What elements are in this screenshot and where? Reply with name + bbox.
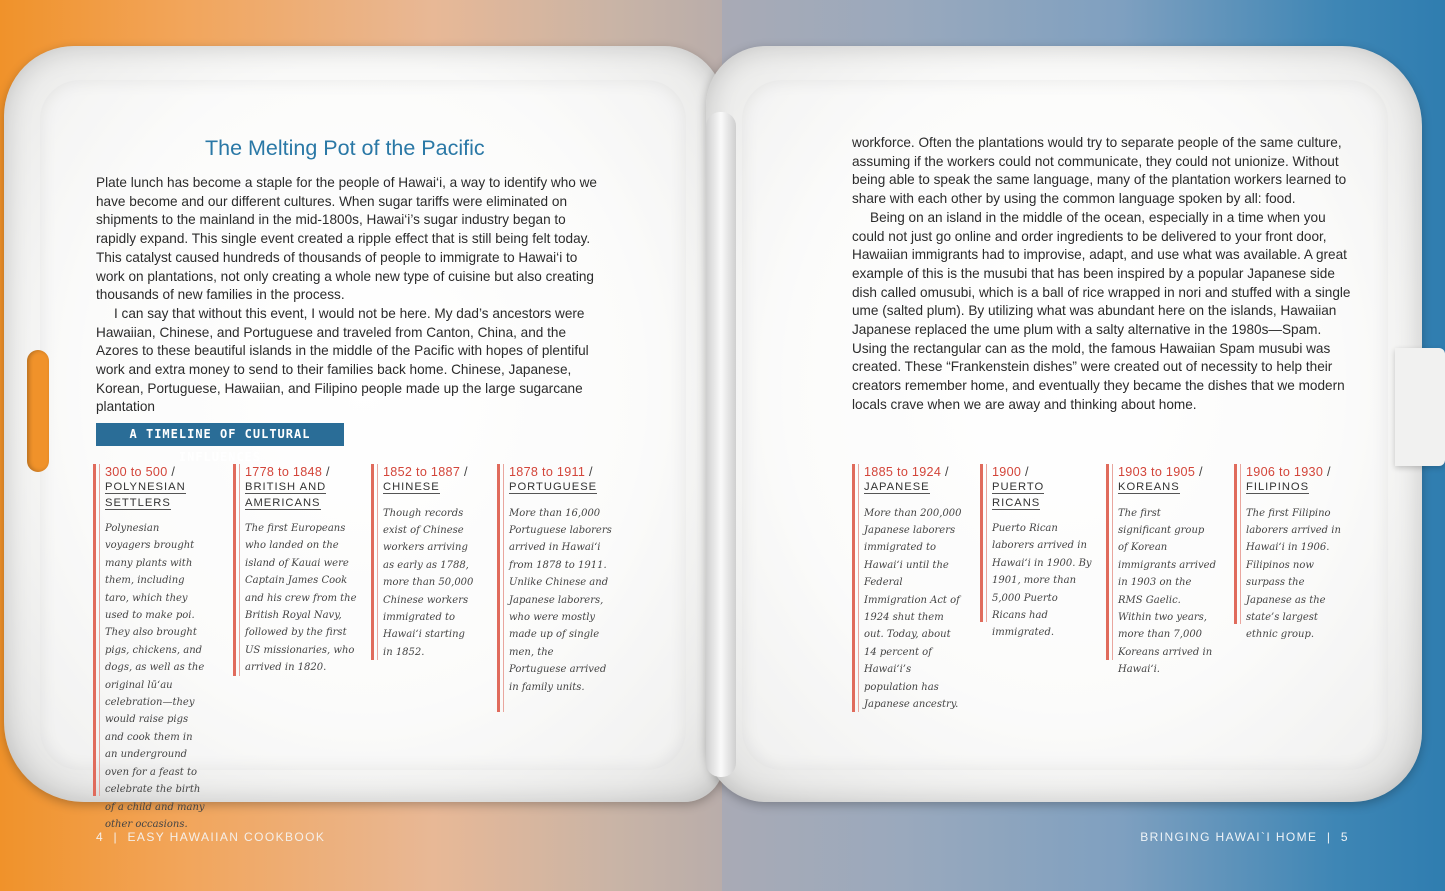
- timeline-text: The first Filipino laborers arrived in Hawai‘i in 1906. Filipinos now surpass the Japanese as the state’s largest ethnic group.: [1246, 507, 1341, 641]
- foam-tray-tab: [1395, 348, 1445, 466]
- timeline-entry: 1878 to 1911 / PORTUGUESE More than 16,000 Portuguese laborers arrived in Hawai‘i from 1878 to 1911. Unlike Chinese and Japanese laborers, who were mostly made up of single men, the Portuguese arrived in family units.: [497, 464, 613, 712]
- timeline-group: FILIPINOS: [1246, 481, 1310, 493]
- paragraph: Plate lunch has become a staple for the people of Hawai‘i, a way to identify who we have become and our different cultures. When sugar tariffs were eliminated on shipments to the mainland in the mid-1800s, Hawai‘i’s sugar industry began to rapidly expand. This single event created a ripple effect that is still being felt today. This catalyst caused hundreds of thousands of people to immigrate to Hawai‘i to work on plantations, not only creating a whole new type of cuisine but also creating thousands of new families in the process.: [96, 175, 597, 303]
- timeline-group: JAPANESE: [864, 481, 930, 493]
- timeline-entry: 1885 to 1924 / JAPANESE More than 200,000 Japanese laborers immigrated to Hawai‘i until the Federal Immigration Act of 1924 shut them out. Today, about 14 percent of Hawai‘i’s population has Japanese ancestry.: [852, 464, 962, 712]
- timeline-group: POLYNESIAN SETTLERS: [105, 481, 186, 509]
- timeline-entry: 1906 to 1930 / FILIPINOS The first Filipino laborers arrived in Hawai‘i in 1906. Filipinos now surpass the Japanese as the state’s largest ethnic group.: [1234, 464, 1342, 624]
- timeline-years: 1852 to 1887: [383, 465, 461, 479]
- right-body-text: [852, 134, 1354, 415]
- timeline-text: Though records exist of Chinese workers arriving as early as 1788, more than 50,000 Chinese workers immigrated to Hawai‘i starting in 1852.: [383, 507, 474, 658]
- timeline-text: The first significant group of Korean immigrants arrived in 1903 on the RMS Gaelic. Within two years, more than 7,000 Koreans arrived in Hawai‘i.: [1118, 507, 1216, 676]
- timeline-group: PUERTO RICANS: [992, 481, 1045, 509]
- timeline-text: Puerto Rican laborers arrived in Hawai‘i in 1900. By 1901, more than 5,000 Puerto Ricans had immigrated.: [992, 523, 1092, 639]
- paragraph: workforce. Often the plantations would try to separate people of the same culture, assuming if the workers could not communicate, they could not unionize. Without being able to speak the same language, many of the plantation workers learned to share with each other by using the common language spoken by all: food.: [852, 135, 1347, 207]
- paragraph: Being on an island in the middle of the ocean, especially in a time when you could not just go online and order ingredients to be delivered to your front door, Hawaiian immigrants had to improvise, adapt, and use what was available. A great example of this is the musubi that has been inspired by a popular Japanese side dish called omusubi, which is a ball of rice wrapped in nori and stuffed with a single ume (salted plum). By utilizing what was abundant here on the islands, Hawaiian Japanese replaced the ume plum with a salty alternative in the 1980s—Spam. Using the rectangular can as the mold, the famous Hawaiian Spam musubi was created. These “Frankenstein dishes” were created out of necessity to help their creators remember home, and eventually they became the dishes that we modern locals crave when we are away and thinking about home.: [852, 209, 1351, 412]
- footer-right: BRINGING HAWAI`I HOME | 5: [1140, 830, 1349, 844]
- timeline-years: 1906 to 1930: [1246, 465, 1324, 479]
- foam-tray-slot: [27, 350, 49, 472]
- timeline-heading: A TIMELINE OF CULTURAL INFLUENCES: [96, 423, 344, 446]
- timeline-text: Polynesian voyagers brought many plants with them, including taro, which they used to make poi. They also brought pigs, chickens, and dogs, as well as the original lū‘au celebration—they would raise pigs and cook them in an underground oven for a feast to celebrate the birth of a child and many other occasions.: [105, 523, 205, 830]
- foam-tray-hinge: [706, 112, 736, 777]
- timeline-group: CHINESE: [383, 481, 440, 493]
- timeline-entry: 1900 / PUERTO RICANS Puerto Rican laborers arrived in Hawai‘i in 1900. By 1901, more than 5,000 Puerto Ricans had immigrated.: [980, 464, 1092, 622]
- left-body-text: [96, 174, 608, 417]
- timeline-years: 1885 to 1924: [864, 465, 942, 479]
- timeline-group: PORTUGUESE: [509, 481, 598, 493]
- timeline-text: The first Europeans who landed on the island of Kauai were Captain James Cook and his crew from the British Royal Navy, followed by the first US missionaries, who arrived in 1820.: [245, 523, 357, 674]
- timeline-group: BRITISH AND AMERICANS: [245, 481, 327, 509]
- page-title: The Melting Pot of the Pacific: [205, 136, 485, 160]
- paragraph: I can say that without this event, I would not be here. My dad’s ancestors were Hawaiian, Chinese, and Portuguese and traveled from Canton, China, and the Azores to these beautiful islands in the middle of the Pacific with hopes of plentiful work and extra money to send to their families back home. Chinese, Japanese, Korean, Portuguese, Hawaiian, and Filipino people made up the large sugarcane plantation: [96, 305, 589, 415]
- timeline-text: More than 200,000 Japanese laborers immigrated to Hawai‘i until the Federal Immigration Act of 1924 shut them out. Today, about 14 percent of Hawai‘i’s population has Japanese ancestry.: [864, 507, 962, 710]
- timeline-years: 1900: [992, 465, 1022, 479]
- timeline-years: 300 to 500: [105, 465, 168, 479]
- timeline-entry: 1852 to 1887 / CHINESE Though records exist of Chinese workers arriving as early as 1788, more than 50,000 Chinese workers immigrated to Hawai‘i starting in 1852.: [371, 464, 477, 660]
- timeline-entry: 1903 to 1905 / KOREANS The first significant group of Korean immigrants arrived in 1903 on the RMS Gaelic. Within two years, more than 7,000 Koreans arrived in Hawai‘i.: [1106, 464, 1216, 660]
- footer-left: 4 | EASY HAWAIIAN COOKBOOK: [96, 830, 326, 844]
- timeline-entry: 300 to 500 / POLYNESIAN SETTLERS Polynesian voyagers brought many plants with them, including taro, which they used to make poi. They also brought pigs, chickens, and dogs, as well as the original lū‘au celebration—they would raise pigs and cook them in an underground oven for a feast to celebrate the birth of a child and many other occasions.: [93, 464, 205, 796]
- timeline-entry: 1778 to 1848 / BRITISH AND AMERICANS The first Europeans who landed on the island of Kauai were Captain James Cook and his crew from the British Royal Navy, followed by the first US missionaries, who arrived in 1820.: [233, 464, 357, 676]
- timeline-text: More than 16,000 Portuguese laborers arrived in Hawai‘i from 1878 to 1911. Unlike Chinese and Japanese laborers, who were mostly made up of single men, the Portuguese arrived in family units.: [509, 507, 612, 693]
- timeline-years: 1878 to 1911: [509, 465, 586, 479]
- timeline-years: 1778 to 1848: [245, 465, 323, 479]
- timeline-years: 1903 to 1905: [1118, 465, 1196, 479]
- timeline-group: KOREANS: [1118, 481, 1180, 493]
